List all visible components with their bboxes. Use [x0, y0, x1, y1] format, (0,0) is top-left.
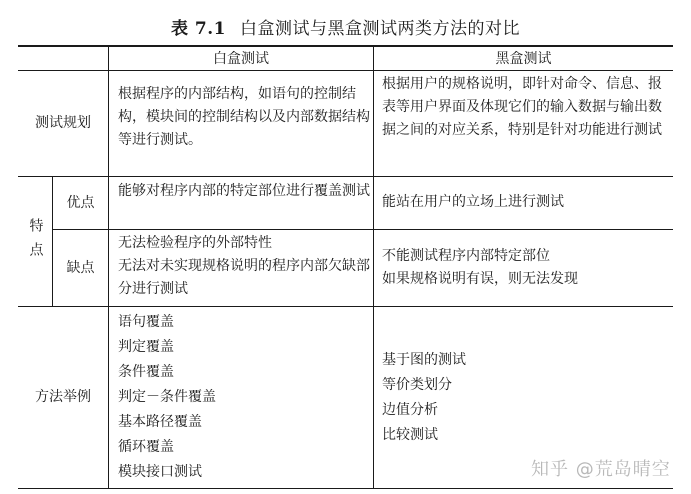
col-divider-label — [108, 46, 109, 489]
list-item: 基本路径覆盖 — [118, 414, 202, 430]
list-item: 边值分析 — [382, 402, 438, 418]
row-label-planning — [18, 71, 108, 176]
row-label-features — [18, 177, 52, 306]
table-top-rule — [18, 45, 673, 47]
list-item: 循环覆盖 — [118, 439, 174, 455]
planning-black-text: 根据用户的规格说明，即针对命令、信息、报表等用户界面及体现它们的输入数据与输出数据之间的对应关系，特别是针对功能进行测试 — [382, 76, 662, 138]
planning-white-text: 根据程序的内部结构，如语句的控制结构，模块间的控制结构以及内部数据结构等进行测试。 — [118, 86, 370, 148]
subrow-label-advantage-text: 优点 — [66, 194, 95, 211]
table-number: 表 7.1 — [171, 19, 226, 39]
row-label-examples — [18, 307, 108, 488]
list-item: 基于图的测试 — [382, 352, 466, 368]
disadvantage-black-line: 如果规格说明有误，则无法发现 — [382, 271, 578, 287]
row-label-features-text: 特点 — [27, 217, 44, 266]
header-black-box: 黑盒测试 — [495, 51, 552, 67]
header-white-box: 白盒测试 — [213, 51, 269, 67]
header-divider — [18, 70, 673, 71]
row-label-planning-text: 测试规划 — [35, 115, 91, 131]
disadvantage-white-line: 无法对未实现规格说明的程序内部欠缺部分进行测试 — [118, 258, 370, 297]
advantage-white-text: 能够对程序内部的特定部位进行覆盖测试 — [118, 183, 370, 199]
disadvantage-white-cell — [118, 232, 370, 301]
examples-black-cell — [382, 348, 670, 448]
table-title: 白盒测试与黑盒测试两类方法的对比 — [240, 19, 520, 39]
list-item: 判定覆盖 — [118, 339, 174, 355]
examples-white-list — [118, 310, 370, 485]
subrow-label-disadvantage-text: 缺点 — [66, 259, 95, 276]
row-divider-planning — [18, 176, 673, 177]
list-item: 判定－条件覆盖 — [118, 389, 216, 405]
examples-black-list — [382, 348, 670, 448]
row-label-examples-text: 方法举例 — [35, 389, 91, 405]
row-divider-features — [18, 306, 673, 307]
subrow-label-disadvantage — [53, 230, 108, 306]
table-caption — [0, 14, 691, 39]
table-bottom-rule — [18, 488, 673, 489]
watermark: 知乎 @荒岛晴空 — [531, 459, 671, 480]
row-divider-advantage — [52, 229, 673, 230]
col-divider-middle — [373, 46, 374, 489]
examples-white-cell — [118, 310, 370, 485]
disadvantage-white-line: 无法检验程序的外部特性 — [118, 235, 272, 251]
disadvantage-black-line: 不能测试程序内部特定部位 — [382, 248, 550, 264]
list-item: 模块接口测试 — [118, 464, 202, 480]
list-item: 语句覆盖 — [118, 314, 174, 330]
disadvantage-black-cell — [382, 245, 670, 291]
advantage-black-text: 能站在用户的立场上进行测试 — [382, 194, 564, 210]
list-item: 条件覆盖 — [118, 364, 174, 380]
list-item: 比较测试 — [382, 427, 438, 443]
list-item: 等价类划分 — [382, 377, 452, 393]
subrow-label-advantage — [53, 177, 108, 229]
